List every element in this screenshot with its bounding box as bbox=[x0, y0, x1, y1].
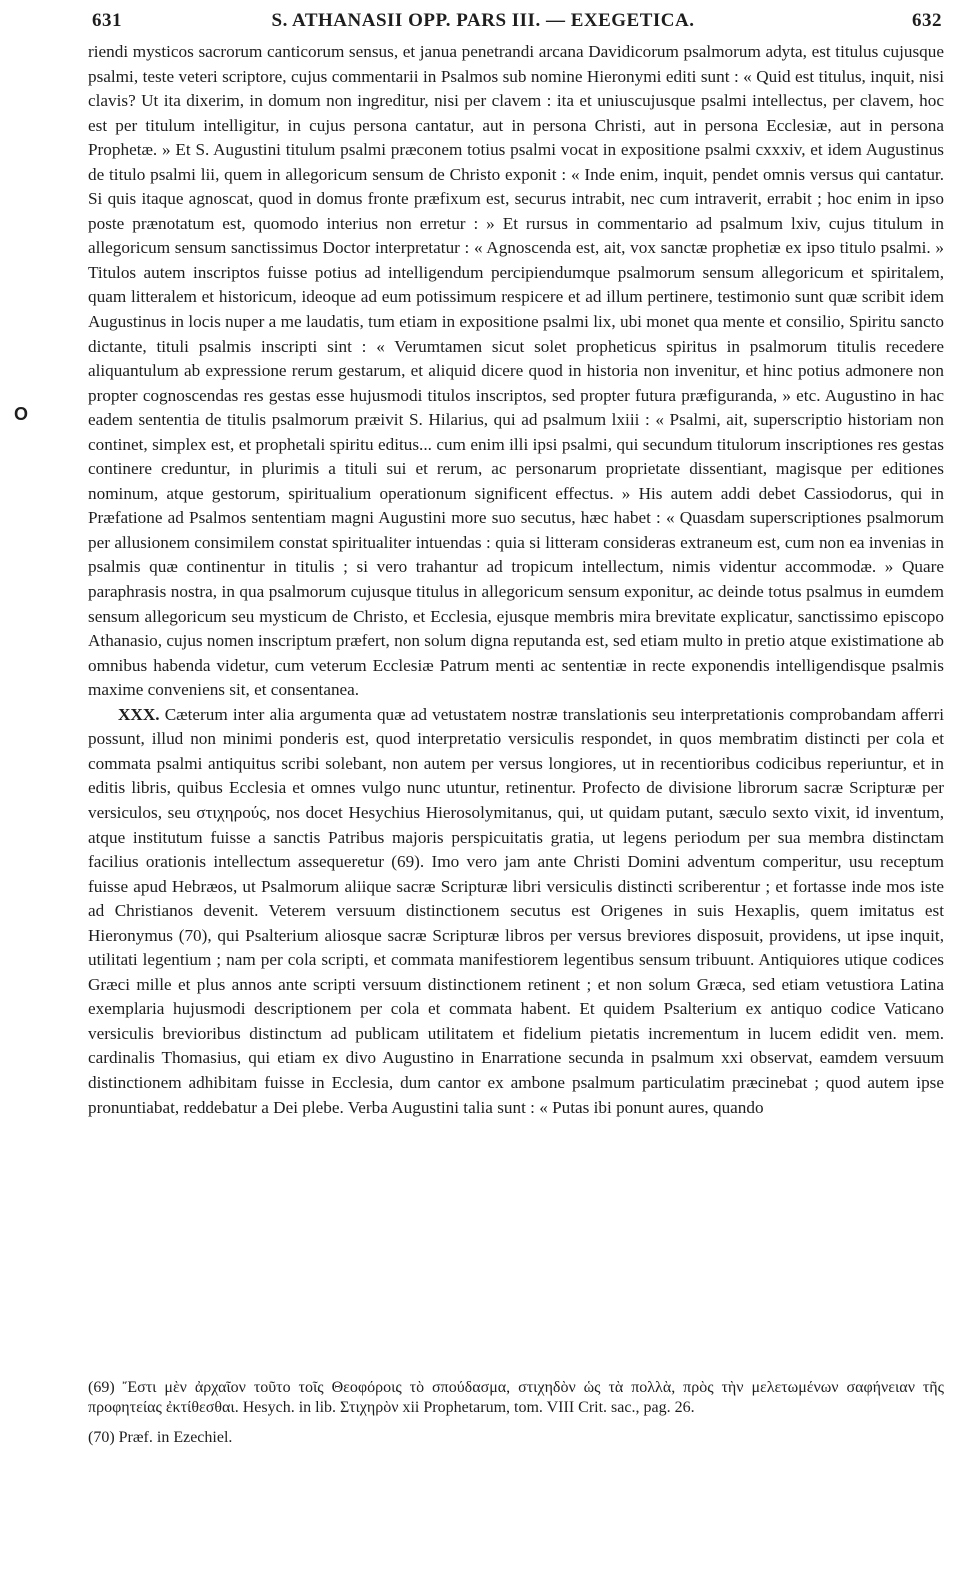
paragraph-continued: riendi mysticos sacrorum canticorum sensus, et janua penetrandi arcana Davidicorum psalmorum adyta, est titulus cujusque psalmi, teste veteri scriptore, cujus commentarii in Psalmos sub nomine Hieronymi editi sunt : « Quid est titulus, inquit, nisi clavis? Ut ita dixerim, in domum non ingreditur, nisi per clavem : ita et uniuscujusque psalmi intellectus, per clavem, hoc est per titulum intelligitur, in cujus persona cantatur, aut in persona Christi, aut in persona Ecclesiæ, aut in persona Prophetæ. » Et S. Augustini titulum psalmi præconem totius psalmi vocat in expositione psalmi cxxxiv, et idem Augustinus de titulo psalmi lii, quem in allegoricum sensum de Christo exponit : « Inde enim, inquit, pendet omnis versus qui cantatur. Si quis itaque agnoscat, quod in domus fronte præfixum est, securus intrabit, nec cum intraverit, errabit ; hoc enim in ipso poste prænotatum est, quomodo interius non erretur : » Et rursus in commentario ad psalmum lxiv, cujus titulum in allegoricum sensum sanctissimus Doctor interpretatur : « Agnoscenda est, ait, vox sanctæ prophetiæ ex ipso titulo psalmi. » Titulos autem inscriptos fuisse potius ad intelligendum percipiendumque psalmorum sensum allegoricum et spiritalem, quam litteralem et historicum, ideoque ad eum potissimum respicere et ad illum pertinere, testimonio sunt quæ scribit idem Augustinus in locis nuper a me laudatis, tum etiam in expositione psalmi lix, ubi monet qua mente et consilio, Spiritu sancto dictante, tituli psalmis inscripti sint : « Verumtamen sicut solet propheticus spiritus in psalmorum titulis recedere aliquantulum ab expressione rerum gestarum, et aliquid dicere quod in historia non invenitur, et hinc potius admonere non propter cognoscendas res gestas esse hujusmodi titulos inscriptos, sed propter futura præfiguranda, » etc. Augustino in hac eadem sententia de titulis psalmorum præivit S. Hilarius, qui ad psalmum lxiii : « Psalmi, ait, superscriptio historiam non continet, simplex est, et prophetali spiritu editus... cum enim illi ipsi psalmi, qui secundum titulorum inscriptiones res gestas continere creduntur, in plurimis a tituli sui et rerum, ac personarum proprietate dissentiant, magisque per editiones nominum, atque gestorum, spiritualium operationum significent effectus. » His autem addi debet Cassiodorus, qui in Præfatione ad Psalmos sententiam magni Augustini more suo secutus, hæc habet : « Quasdam superscriptiones psalmorum per allusionem consimilem constat spiritualiter intuendas : quia si litteram consideras extraneum est, cum non ea invenias in psalmis quæ continentur in titulis ; si vero trahantur ad tropicum intellectum, nimis videntur accommodæ. » Quare paraphrasis nostra, in qua psalmorum cujusque titulus in allegoricum sensum exponitur, ac deinde totus psalmus in eumdem sensum allegoricum seu mysticum de Christo, et Ecclesia, ejusque membris mira brevitate explicatur, sanctissimo episcopo Athanasio, cujus nomen inscriptum præfert, non solum digna reputanda est, sed etiam multo in pretio atque existimatione ab omnibus habenda videtur, cum veterum Ecclesiæ Patrum menti ac sententiæ in recte exponendis intelligendisque psalmis maxime conveniens sit, et consentanea. bbox=[88, 42, 944, 700]
page-number-left: 631 bbox=[92, 10, 122, 31]
margin-marker: O bbox=[14, 404, 29, 424]
paragraph-xxx bbox=[88, 703, 944, 1120]
footnote-70: (70) Præf. in Ezechiel. bbox=[88, 1429, 233, 1446]
section-number: XXX. bbox=[118, 704, 160, 724]
paragraph-xxx-text: Cæterum inter alia argumenta quæ ad vetustatem nostræ translationis seu interpretationis comprobandam afferri possunt, illud non minimi ponderis est, quod interpretatio versiculis respondet, in quos membratim distincti per cola et commata psalmi antiquitus scribi solebant, non autem per versus longiores, ut in recentioribus codicibus reperiuntur, et in editis libris, quibus Ecclesia et omnes vulgo nunc utuntur, retinentur. Profecto de divisione librorum sacræ Scripturæ per versiculos, seu στιχηρούς, nos docet Hesychius Hierosolymitanus, qui, ut quidam putant, sæculo sexto vixit, id inventum, atque institutum fuisse a sanctis Patribus majoris perspicuitatis gratia, ut legens periodum per sua membra distinctam facilius orationis intellectum assequeretur (69). Imo vero jam ante Christi Domini adventum comperitur, usu receptum fuisse apud Hebræos, ut Psalmorum aliique sacræ Scripturæ libri versiculis distincti scriberentur ; et fortasse inde mos iste ad Christianos devenit. Veterem versuum distinctionem secutus est Origenes in suis Hexaplis, quem imitatus est Hieronymus (70), qui Psalterium aliosque sacræ Scripturæ libros per versus breviores disposuit, providens, ut ipse inquit, utilitati legentium ; nam per cola scripti, et commata manifestiorem legentibus sensum tribuunt. Antiquiores utique codices Græci mille et plus annos ante scripti versuum distinctionem retinent ; et non solum Græca, sed etiam vetustiora Latina exemplaria hujusmodi descriptionem per cola et commata habent. Et quidem Psalterium ex antiquo codice Vaticano versiculis brevioribus distinctum ad publicam utilitatem et fidelium pietatis incrementum in lucem edidit ven. mem. cardinalis Thomasius, qui etiam ex divo Augustino in Enarratione secunda in psalmum xxi observat, eamdem versuum distinctionem adhibitam fuisse in Ecclesia, dum cantor ex ambone psalmum particulatim præcinebat ; quod autem ipse pronuntiabat, reddebatur a Dei plebe. Verba Augustini talia sunt : « Putas ibi ponunt aures, quando bbox=[88, 704, 944, 1117]
main-text bbox=[88, 40, 944, 1120]
footnotes bbox=[88, 1378, 944, 1448]
running-header bbox=[0, 10, 966, 38]
page-number-right: 632 bbox=[912, 10, 942, 31]
footnote-69: (69) Ἔστι μὲν ἀρχαῖον τοῦτο τοῖς Θεοφόροις τὸ σπούδασμα, στιχηδὸν ὡς τὰ πολλὰ, πρὸς τὴν μελετωμένων σαφήνειαν τῆς προφητείας ἐκτίθεσθαι. Hesych. in lib. Στιχηρὸν xii Prophetarum, tom. VIII Crit. sac., pag. 26. bbox=[88, 1379, 944, 1416]
running-title: S. ATHANASII OPP. PARS III. — EXEGETICA. bbox=[271, 10, 695, 31]
